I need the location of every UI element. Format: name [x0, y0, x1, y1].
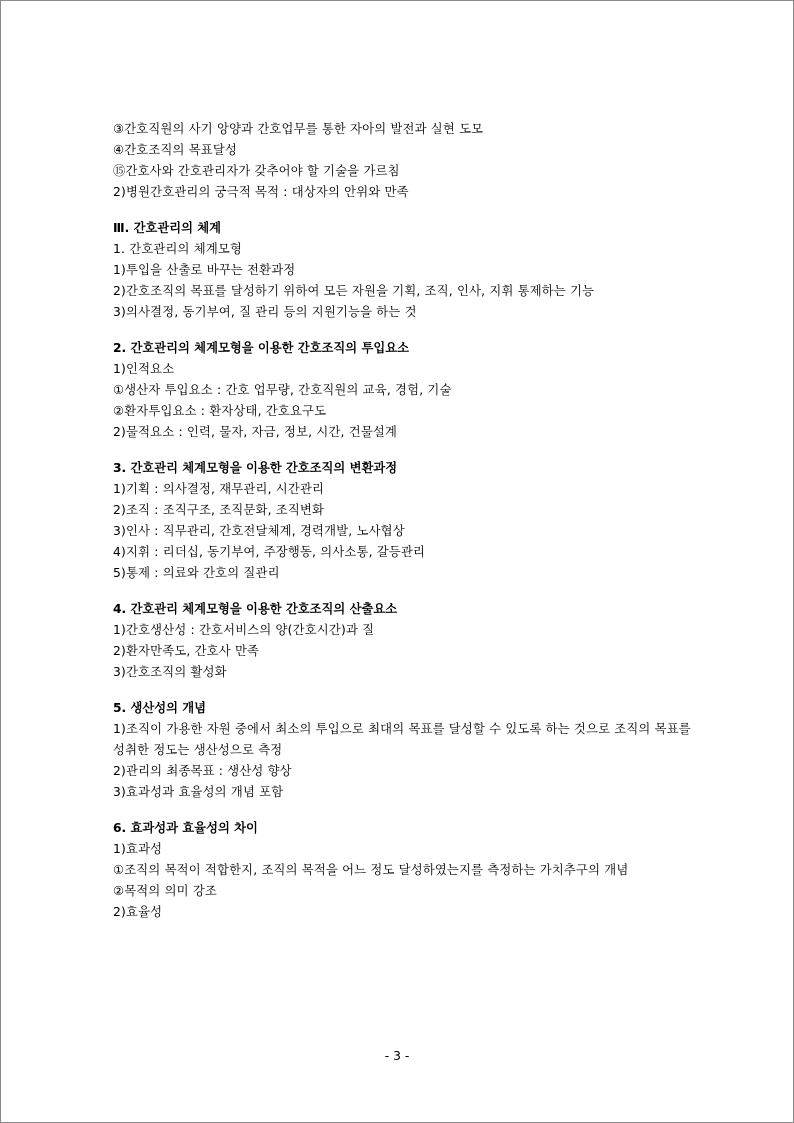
- text-line: 2)간호조직의 목표를 달성하기 위하여 모든 자원을 기획, 조직, 인사, 지휘 통제하는 기능: [113, 284, 595, 298]
- text-line: 1)인적요소: [113, 362, 175, 376]
- text-line: 5)통제 : 의료와 간호의 질관리: [113, 566, 280, 580]
- section-heading: 3. 간호관리 체계모형을 이용한 간호조직의 변환과정: [113, 461, 398, 475]
- text-line: 2)효율성: [113, 905, 163, 919]
- page-number: - 3 -: [384, 1049, 410, 1063]
- paragraph-spacer: [113, 443, 693, 458]
- paragraph-spacer: [113, 683, 693, 698]
- text-line: 4)지휘 : 리더십, 동기부여, 주장행동, 의사소통, 갈등관리: [113, 545, 426, 559]
- text-line: ④간호조직의 목표달성: [113, 143, 238, 157]
- text-line: 1)조직이 가용한 자원 중에서 최소의 투입으로 최대의 목표를 달성할 수 있도록 하는 것으로 조직의 목표를 성취한 정도는 생산성으로 측정: [113, 722, 695, 757]
- text-line: ②목적의 의미 강조: [113, 884, 217, 898]
- text-line: 3)간호조직의 활성화: [113, 665, 227, 679]
- text-line: 1)투입을 산출로 바꾸는 전환과정: [113, 263, 296, 277]
- text-line: ①조직의 목적이 적합한지, 조직의 목적을 어느 정도 달성하였는지를 측정하는 가치추구의 개념: [113, 863, 629, 877]
- paragraph-spacer: [113, 203, 693, 218]
- paragraph-spacer: [113, 584, 693, 599]
- section-heading: Ⅲ. 간호관리의 체계: [113, 221, 222, 235]
- section-heading: 5. 생산성의 개념: [113, 701, 207, 715]
- text-line: ①생산자 투입요소 : 간호 업무량, 간호직원의 교육, 경험, 기술: [113, 383, 452, 397]
- text-line: ③간호직원의 사기 앙양과 간호업무를 통한 자아의 발전과 실현 도모: [113, 122, 484, 136]
- text-line: ②환자투입요소 : 환자상태, 간호요구도: [113, 404, 327, 418]
- text-line: ⑮간호사와 간호관리자가 갖추어야 할 기술을 가르침: [113, 164, 400, 178]
- section-heading: 6. 효과성과 효율성의 차이: [113, 821, 258, 835]
- text-line: 3)인사 : 직무관리, 간호전달체계, 경력개발, 노사협상: [113, 524, 405, 538]
- document-body: [113, 119, 693, 923]
- text-line: 2)조직 : 조직구조, 조직문화, 조직변화: [113, 503, 325, 517]
- section-heading: 2. 간호관리의 체계모형을 이용한 간호조직의 투입요소: [113, 341, 409, 355]
- text-line: 1)효과성: [113, 842, 163, 856]
- paragraph-spacer: [113, 803, 693, 818]
- section-heading: 4. 간호관리 체계모형을 이용한 간호조직의 산출요소: [113, 602, 398, 616]
- text-line: 2)병원간호관리의 궁극적 목적 : 대상자의 안위와 만족: [113, 185, 409, 199]
- text-line: 3)의사결정, 동기부여, 질 관리 등의 지원기능을 하는 것: [113, 305, 417, 319]
- text-line: 1. 간호관리의 체계모형: [113, 242, 243, 256]
- text-line: 2)물적요소 : 인력, 물자, 자금, 정보, 시간, 건물설계: [113, 425, 398, 439]
- text-line: 2)관리의 최종목표 : 생산성 향상: [113, 764, 292, 778]
- text-line: 1)간호생산성 : 간호서비스의 양(간호시간)과 질: [113, 623, 375, 637]
- paragraph-spacer: [113, 323, 693, 338]
- text-line: 1)기획 : 의사결정, 재무관리, 시간관리: [113, 482, 325, 496]
- text-line: 2)환자만족도, 간호사 만족: [113, 644, 260, 658]
- text-line: 3)효과성과 효율성의 개념 포함: [113, 785, 284, 799]
